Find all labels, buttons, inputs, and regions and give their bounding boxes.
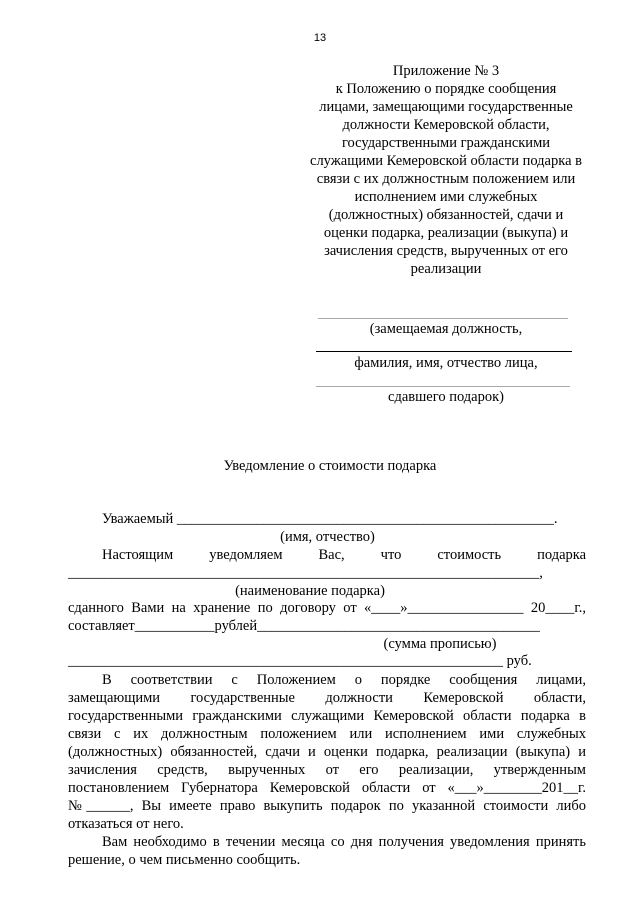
page-number: 13 (313, 32, 327, 44)
gift-blank-line: _________________________________________________________________, (68, 565, 543, 581)
recipient-position-label: (замещаемая должность, (369, 321, 523, 337)
hint-gift: (наименование подарка) (235, 583, 385, 599)
recipient-position-blank[interactable] (318, 318, 568, 319)
notify-word: стоимость (437, 547, 502, 563)
appendix-line: реализации (410, 261, 482, 277)
appendix-line: должности Кемеровской области, (342, 117, 550, 133)
appendix-line: к Положению о порядке сообщения (335, 81, 557, 97)
appendix-line: служащими Кемеровской области подарка в (310, 153, 582, 169)
recipient-name-blank[interactable] (316, 351, 572, 352)
appendix-line: Приложение № 3 (392, 63, 500, 79)
recipient-gift-label: сдавшего подарок) (388, 389, 504, 405)
para1-line: постановлением Губернатора Кемеровской области от «___»________201__г. (68, 780, 586, 796)
para1-line: зачисления средств, вырученных от его реализации, утвержденным (68, 762, 586, 778)
para2-line: Вам необходимо в течении месяца со дня получения уведомления принять (102, 834, 586, 850)
appendix-line: (должностных) обязанностей, сдачи и (328, 207, 564, 223)
notify-word: Вас, (318, 547, 345, 563)
para1-line: В соответствии с Положением о порядке сообщения лицами, (102, 672, 586, 688)
greeting-line: Уважаемый ____________________________________________________. (102, 511, 558, 527)
para1-line: №______, Вы имеете право выкупить подарок по указанной стоимости либо (68, 798, 586, 814)
notify-word: подарка (537, 547, 587, 563)
rub-line: ____________________________________________________________ руб. (68, 653, 532, 669)
para1-line: замещающими государственные должности Кемеровской области, (68, 690, 586, 706)
appendix-line: исполнением ими служебных (354, 189, 538, 205)
appendix-line: лицами, замещающими государственные (319, 99, 573, 115)
document-title: Уведомление о стоимости подарка (223, 458, 437, 474)
notify-word: Настоящим (102, 547, 174, 563)
notify-word: что (380, 547, 402, 563)
para1-line: государственными гражданскими служащими Кемеровской области подарка в (68, 708, 586, 724)
appendix-line: зачисления средств, вырученных от его (324, 243, 568, 259)
appendix-line: государственными гражданскими (341, 135, 551, 151)
para1-line: отказаться от него. (68, 816, 184, 832)
storage-line: сданного Вами на хранение по договору от «____»________________ 20____г., (68, 600, 586, 616)
appendix-line: связи с их должностным положением или (316, 171, 576, 187)
amount-line: составляет___________рублей_______________________________________ (68, 618, 540, 634)
recipient-name-label: фамилия, имя, отчество лица, (354, 355, 538, 371)
para2-line: решение, о чем письменно сообщить. (68, 852, 301, 868)
appendix-header (296, 62, 596, 278)
recipient-gift-blank[interactable] (316, 386, 570, 387)
notify-line (102, 546, 586, 564)
hint-amount: (сумма прописью) (383, 636, 497, 652)
appendix-line: оценки подарка, реализации (выкупа) и (323, 225, 569, 241)
para1-line: (должностных) обязанностей, сдачи и оценки подарка, реализации (выкупа) и (68, 744, 586, 760)
para1-line: связи с их должностным положением или исполнением ими служебных (68, 726, 586, 742)
notify-word: уведомляем (209, 547, 283, 563)
hint-name: (имя, отчество) (280, 529, 375, 545)
